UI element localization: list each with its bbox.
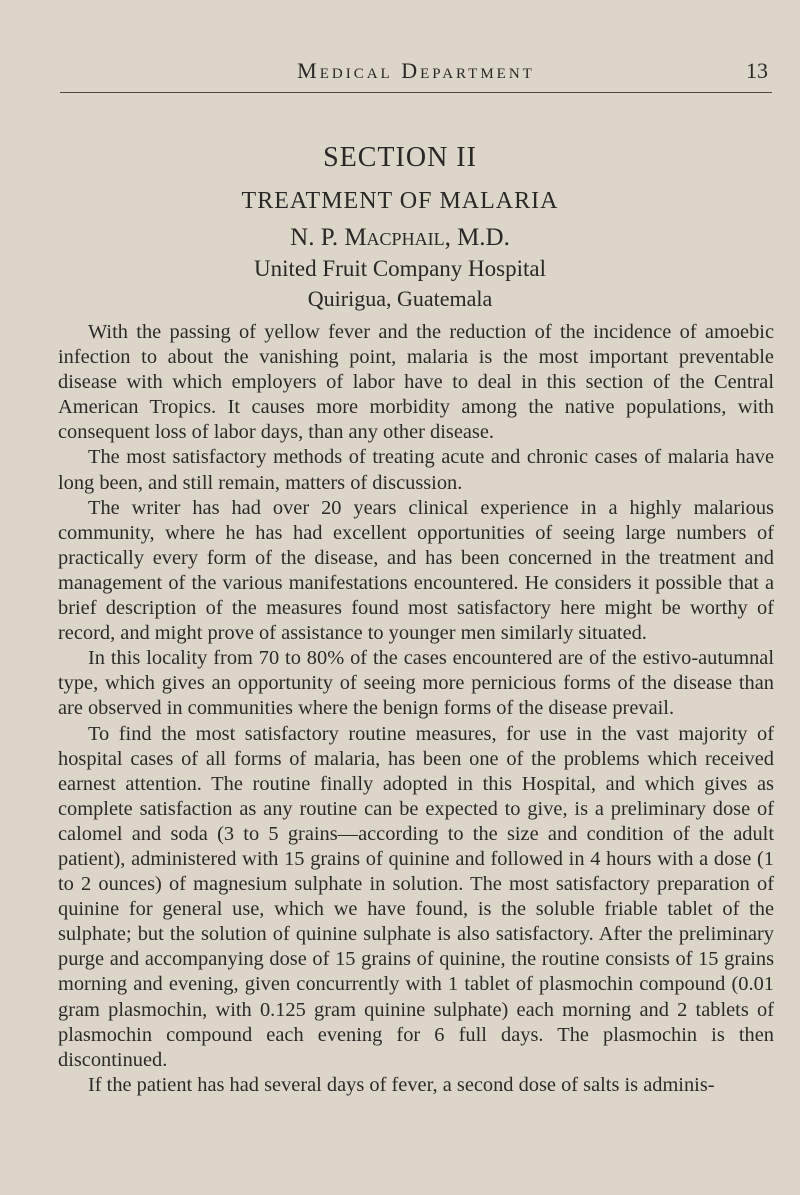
article-body [58, 320, 774, 1098]
running-title: Medical Department [297, 58, 535, 83]
author-line [0, 224, 800, 252]
paragraph: To find the most satisfactory routine measures, for use in the vast majority of hospital cases of all forms of malaria, has been one of the problems which received earnest attention. The routine finally adopted in this Hospital, and which gives as complete satisfaction as any routine can be expected to give, is a preliminary dose of calomel and soda (3 to 5 grains—according to the size and condition of the adult patient), administered with 15 grains of quinine and followed in 4 hours with a dose (1 to 2 ounces) of magnesium sulphate in solution. The most satisfactory preparation of quinine for general use, which we have found, is the soluble friable tablet of the sulphate; but the solution of quinine sulphate is also satisfactory. After the preliminary purge and accompanying dose of 15 grains of quinine, the routine consists of 15 grains morning and evening, given concurrently with 1 tablet of plasmochin compound (0.01 gram plasmochin, with 0.125 gram quinine sulphate) each morning and 2 tablets of plasmochin compound each evening for 6 full days. The plasmochin is then discontinued. [58, 722, 774, 1071]
author-degree: , M.D. [444, 224, 510, 251]
author-initials: N. P. [290, 224, 345, 251]
author-location: Quirigua, Guatemala [307, 286, 493, 311]
paragraph: With the passing of yellow fever and the reduction of the incidence of amoebic infection to about the vanishing point, malaria is the most important preventable disease with which employers of labor have to deal in this section of the Central American Tropics. It causes more morbidity among the native populations, with consequent loss of labor days, than any other disease. [58, 321, 774, 444]
author-affiliation: United Fruit Company Hospital [254, 256, 546, 281]
paragraph: In this locality from 70 to 80% of the cases encountered are of the estivo-autumnal type, which gives an opportunity of seeing more pernicious forms of the disease than are observed in communities where the benign forms of the disease prevail. [58, 647, 774, 720]
running-header [60, 58, 772, 93]
paragraph: The most satisfactory methods of treating acute and chronic cases of malaria have long been, and still remain, matters of discussion. [58, 446, 774, 494]
page-number: 13 [746, 58, 768, 83]
article-title: TREATMENT OF MALARIA [241, 188, 559, 214]
author-surname: Macphail [344, 224, 445, 251]
paragraph: If the patient has had several days of fever, a second dose of salts is adminis- [88, 1073, 715, 1096]
section-title: SECTION II [323, 142, 477, 173]
paragraph: The writer has had over 20 years clinical experience in a highly malarious community, where he has had excellent opportunities of seeing large numbers of practically every form of the disease, and has been concerned in the treatment and management of the various manifestations encountered. He considers it possible that a brief description of the measures found most satisfactory here might be worthy of record, and might prove of assistance to younger men similarly situated. [58, 496, 774, 645]
